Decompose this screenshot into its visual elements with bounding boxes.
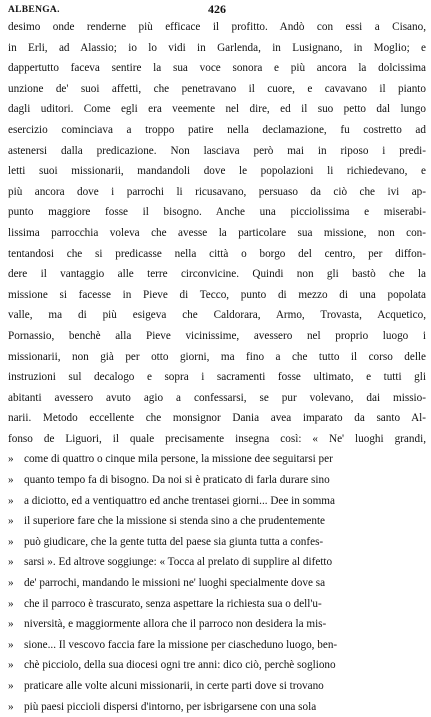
text-line: abitanti avessero avuto agio a confessarsi, se pur volevano, dai missio- xyxy=(8,391,426,404)
text-line xyxy=(8,552,426,573)
text-line xyxy=(8,697,426,717)
page-header xyxy=(8,2,423,18)
text-line: punto maggiore fosse il bisogno. Anche una picciolissima e miserabi- xyxy=(8,206,426,219)
quote-mark: » xyxy=(8,597,14,610)
quote-mark: » xyxy=(8,638,14,651)
quote-mark: » xyxy=(8,453,14,466)
text-line xyxy=(8,470,426,491)
text-line xyxy=(8,491,426,512)
text-line: narii. Metodo eccellente che monsignor Dania avea imparato da santo Al- xyxy=(8,412,426,425)
quote-mark: » xyxy=(8,700,14,713)
text-line: dappertutto faceva sentire la sua voce sonora e più ancora la dolcissima xyxy=(8,62,426,75)
text-line: letti suoi missionarii, mandandoli dove le popolazioni li richiedevano, e xyxy=(8,165,426,178)
text-line xyxy=(8,511,426,532)
text-line xyxy=(8,449,426,470)
line-text: quanto tempo fa di bisogno. Da noi si è praticato di farla durare sino xyxy=(24,474,330,487)
line-text: che il parroco è trascurato, senza aspettare la richiesta sua o dell'u- xyxy=(24,597,322,610)
text-line xyxy=(8,655,426,676)
text-line: lissima parrocchia voleva che avesse la particolare sua missione, non con- xyxy=(8,226,426,239)
line-text: niversità, e maggiormente allora che il parroco non desidera la mis- xyxy=(24,618,327,631)
text-line: missionarii, non già per otto giorni, ma fino a che tutto il corso delle xyxy=(8,350,426,363)
text-line: fonso de Liguori, il quale precisamente insegna così: « Ne' luoghi grandi, xyxy=(8,432,426,445)
line-text: chè picciolo, della sua diocesi ogni tre anni: dico ciò, perchè sogliono xyxy=(24,659,336,672)
text-line: valle, ma di più esigeva che Caldorara, Armo, Trovasta, Acquetico, xyxy=(8,309,426,322)
text-line: Pornassio, benchè alla Pieve vicinissime, avessero nel proprio luogo i xyxy=(8,329,426,342)
running-head: ALBENGA. xyxy=(8,5,60,15)
line-text: più paesi piccioli dispersi d'intorno, per isbrigarsene con una sola xyxy=(24,700,317,713)
text-line xyxy=(8,594,426,615)
text-line: astenersi dalla predicazione. Non lasciava però mai in riposo i predi- xyxy=(8,144,426,157)
line-text: praticare alle volte alcuni missionarii, in certe parti dove si trovano xyxy=(24,680,324,692)
quote-mark: » xyxy=(8,577,14,590)
text-line: dagli uditori. Come egli era veemente nel dire, ed il suo petto dal lungo xyxy=(8,103,426,116)
line-text: sarsi ». Ed altrove soggiunge: « Tocca al prelato di supplire al difetto xyxy=(24,556,333,569)
text-line xyxy=(8,676,426,697)
quote-mark: » xyxy=(8,535,14,548)
text-line: missione si facesse in Pieve di Tecco, punto di mezzo di una popolata xyxy=(8,288,426,301)
quote-mark: » xyxy=(8,680,14,692)
line-text: sione... Il vescovo faccia fare la missione per ciascheduno luogo, ben- xyxy=(24,638,338,651)
quote-mark: » xyxy=(8,618,14,631)
line-text: a diciotto, ed a ventiquattro ed anche trentasei giorni... Dee in somma xyxy=(24,494,335,507)
text-line xyxy=(8,635,426,656)
line-text: de' parrochi, mandando le missioni ne' luoghi specialmente dove sa xyxy=(24,577,326,590)
text-line: in Erli, ad Alassio; io lo vidi in Garlenda, in Lusignano, in Moglio; e xyxy=(8,41,426,54)
line-text: può giudicare, che la gente tutta del paese sia giunta tutta a confes- xyxy=(24,535,324,548)
text-line: instruzioni sul decalogo e sopra i sacramenti fosse ultimato, e tutti gli xyxy=(8,371,426,384)
quote-mark: » xyxy=(8,556,14,569)
text-line: desimo onde renderne più efficace il profitto. Andò con essi a Cisano, xyxy=(8,21,426,33)
text-line: dere il vantaggio alle terre circonvicine. Quindi non gli bastò che la xyxy=(8,268,426,281)
text-line: tentandosi che si predicasse nella città o borgo del centro, per diffon- xyxy=(8,247,426,260)
quote-mark: » xyxy=(8,659,14,672)
line-text: il superiore fare che la missione si stenda sino a che prudentemente xyxy=(24,515,326,528)
page-number: 426 xyxy=(208,2,226,16)
text-line xyxy=(8,614,426,635)
text-line xyxy=(8,532,426,553)
text-line xyxy=(8,573,426,594)
body-text xyxy=(8,17,426,717)
quote-mark: » xyxy=(8,494,14,507)
text-line: esercizio cominciava a troppo patire nella declamazione, fu costretto ad xyxy=(8,123,426,136)
quote-mark: » xyxy=(8,474,14,487)
quote-mark: » xyxy=(8,515,14,528)
text-line: unzione de' suoi affetti, che penetravano il cuore, e cavavano il pianto xyxy=(8,82,426,95)
text-line: più ancora dove i parrochi li ricusavano, persuaso da ciò che ivi ap- xyxy=(8,185,426,198)
line-text: come di quattro o cinque mila persone, la missione dee seguitarsi per xyxy=(24,453,333,466)
